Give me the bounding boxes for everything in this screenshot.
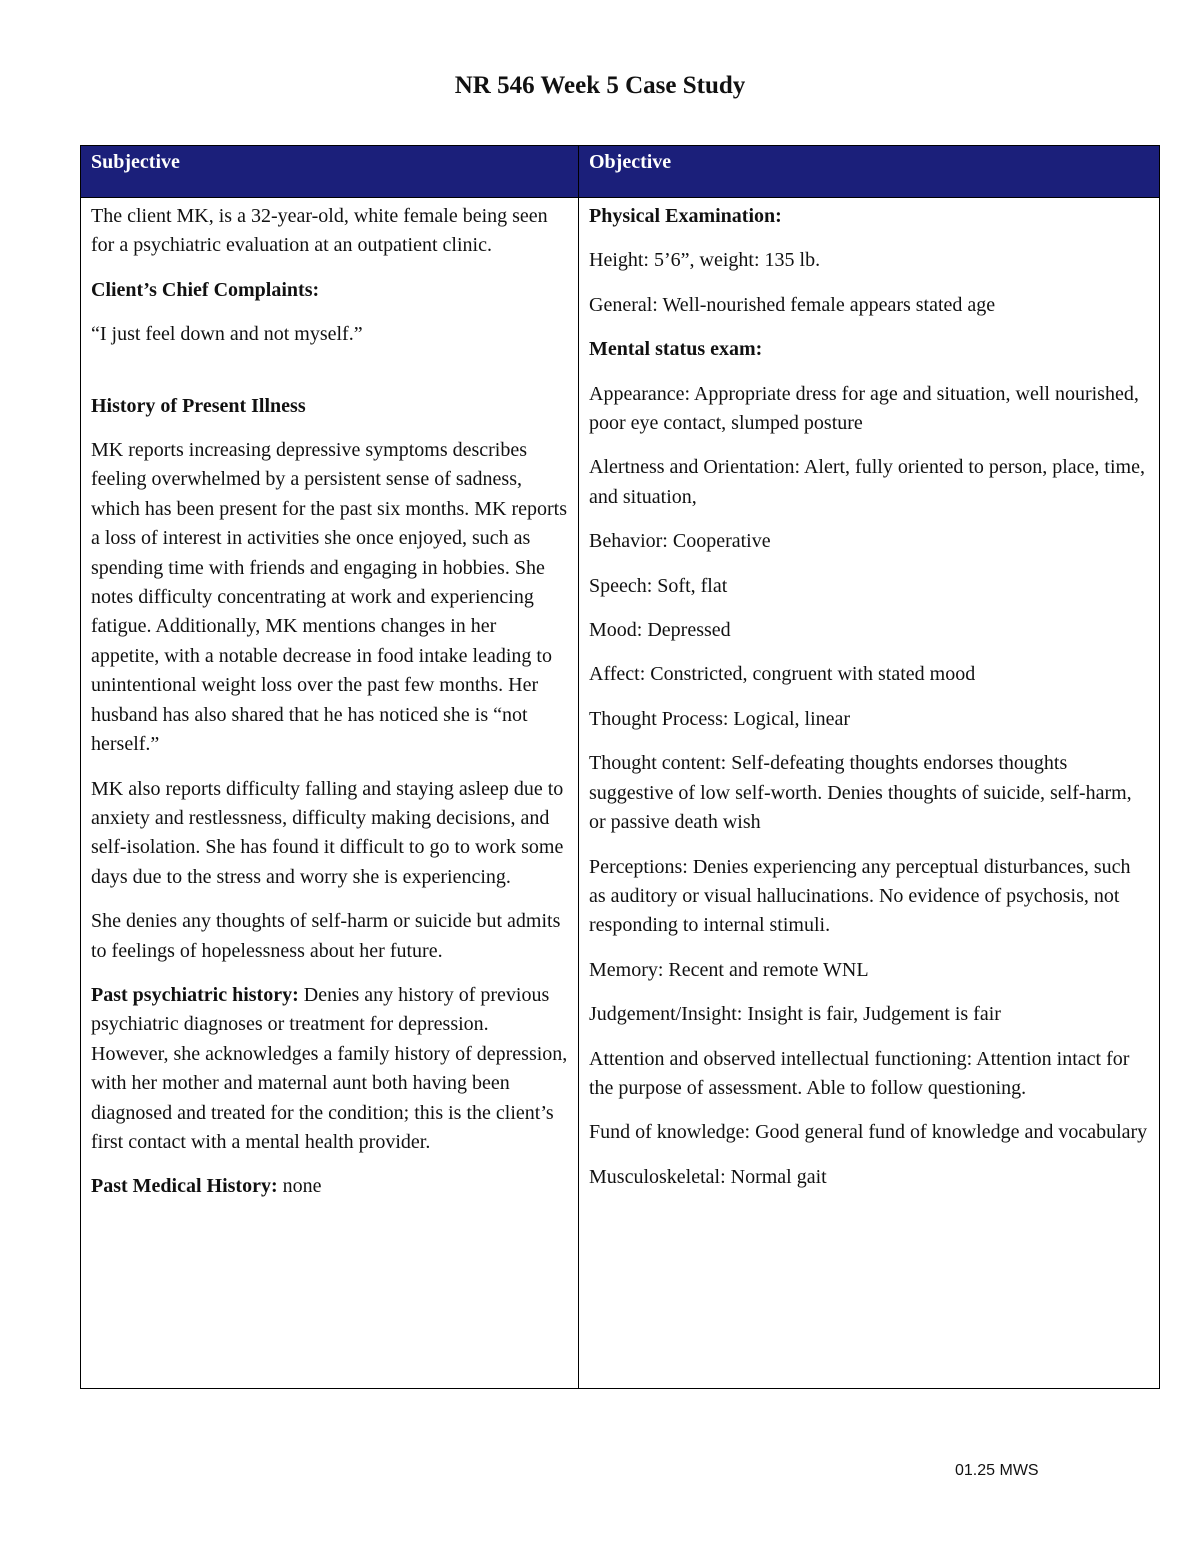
objective-cell bbox=[579, 198, 1160, 1389]
mse-thought-process: Thought Process: Logical, linear bbox=[589, 707, 851, 730]
mse-affect: Affect: Constricted, congruent with stated mood bbox=[589, 663, 976, 686]
physical-exam-heading: Physical Examination: bbox=[589, 205, 782, 227]
hpi-paragraph-1: MK reports increasing depressive symptoms describes feeling overwhelmed by a persistent sense of sadness, which has been present for the past six months. MK reports a loss of interest in activities she once enjoyed, such as spending time with friends and engaging in hobbies. She notes difficulty concentrating at work and experiencing fatigue. Additionally, MK mentions changes in her appetite, with a notable decrease in food intake leading to unintentional weight loss over the past few months. Her husband has also shared that he has noticed she is “not herself.” bbox=[91, 439, 568, 756]
footer-code: 01.25 MWS bbox=[955, 1462, 1039, 1479]
table-header-row bbox=[81, 146, 1160, 198]
soap-table bbox=[80, 145, 1160, 1389]
hpi-heading: History of Present Illness bbox=[91, 394, 306, 417]
mse-attention: Attention and observed intellectual functioning: Attention intact for the purpose of assessment. Able to follow questioning. bbox=[589, 1047, 1130, 1099]
mse-thought-content: Thought content: Self-defeating thoughts endorses thoughts suggestive of low self-worth. Denies thoughts of suicide, self-harm, or passive death wish bbox=[589, 752, 1132, 834]
mse-judgement: Judgement/Insight: Insight is fair, Judgement is fair bbox=[589, 1003, 1001, 1026]
past-medical-history bbox=[91, 1172, 568, 1201]
subjective-cell bbox=[81, 198, 579, 1389]
past-psych-label: Past psychiatric history: bbox=[91, 983, 299, 1006]
intro-text: The client MK, is a 32-year-old, white female being seen for a psychiatric evaluation at an outpatient clinic. bbox=[91, 205, 548, 257]
objective-header: Objective bbox=[579, 146, 1160, 198]
height-weight: Height: 5’6”, weight: 135 lb. bbox=[589, 249, 821, 272]
subjective-header: Subjective bbox=[81, 146, 579, 198]
general-appearance: General: Well-nourished female appears stated age bbox=[589, 293, 996, 316]
page-title: NR 546 Week 5 Case Study bbox=[454, 72, 746, 99]
past-psych-history bbox=[91, 981, 568, 1157]
past-medical-label: Past Medical History: bbox=[91, 1175, 278, 1198]
mse-appearance: Appearance: Appropriate dress for age and situation, well nourished, poor eye contact, slumped posture bbox=[589, 382, 1139, 435]
table-body-row bbox=[81, 198, 1160, 1389]
mse-mood: Mood: Depressed bbox=[589, 619, 731, 642]
mse-musculoskeletal: Musculoskeletal: Normal gait bbox=[589, 1165, 827, 1188]
mse-heading: Mental status exam: bbox=[589, 338, 763, 361]
mse-speech: Speech: Soft, flat bbox=[589, 574, 728, 597]
mse-fund-of-knowledge: Fund of knowledge: Good general fund of knowledge and vocabulary bbox=[589, 1121, 1148, 1144]
hpi-paragraph-2: MK also reports difficulty falling and staying asleep due to anxiety and restlessness, difficulty making decisions, and self-isolation. She has found it difficult to go to work some days due to the stress and worry she is experiencing. bbox=[91, 777, 564, 888]
past-psych-text: Denies any history of previous psychiatric diagnoses or treatment for depression. However, she acknowledges a family history of depression, with her mother and maternal aunt both having been diagnosed and treated for the condition; this is the client’s first contact with a mental health provider. bbox=[91, 983, 568, 1153]
past-medical-text: none bbox=[277, 1175, 322, 1198]
mse-memory: Memory: Recent and remote WNL bbox=[589, 958, 869, 981]
mse-perceptions: Perceptions: Denies experiencing any perceptual disturbances, such as auditory or visual hallucinations. No evidence of psychosis, not responding to internal stimuli. bbox=[589, 855, 1131, 937]
mse-behavior: Behavior: Cooperative bbox=[589, 530, 771, 553]
chief-complaints-heading: Client’s Chief Complaints: bbox=[91, 278, 320, 301]
mse-alertness: Alertness and Orientation: Alert, fully oriented to person, place, time, and situation, bbox=[589, 456, 1145, 508]
hpi-paragraph-3: She denies any thoughts of self-harm or suicide but admits to feelings of hopelessness about her future. bbox=[91, 910, 561, 962]
chief-complaint-quote: “I just feel down and not myself.” bbox=[91, 323, 363, 346]
